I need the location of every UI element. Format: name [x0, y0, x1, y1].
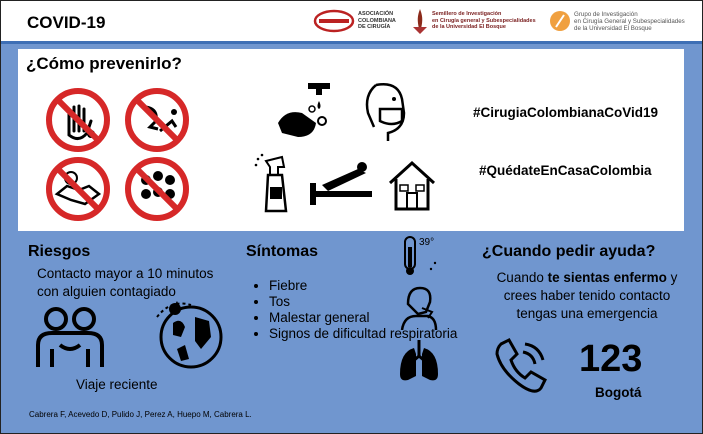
page-title: COVID-19 — [27, 13, 106, 32]
symptom-item: • Fiebre — [269, 278, 457, 294]
semillero-logo: Semillero de Investigación en Cirugía general y Subespecialidades de la Universidad El Bosque — [411, 6, 536, 36]
symptom-item: • Signos de dificultad respiratoria — [269, 326, 457, 342]
help-text: Cuando te sientas enfermo y crees haber tenido contacto tengas una emergencia — [496, 270, 678, 321]
prevention-title: ¿Cómo prevenirlo? — [26, 54, 182, 73]
coughing-person-icon — [398, 284, 438, 330]
phone-icon — [491, 336, 551, 398]
hand-washing-icon — [272, 79, 342, 143]
acc-emblem-icon — [313, 9, 355, 33]
semillero-emblem-icon — [411, 7, 429, 35]
risks-title: Riesgos — [28, 243, 91, 260]
help-title: ¿Cuando pedir ayuda? — [482, 243, 656, 260]
lungs-icon — [396, 338, 442, 384]
grupo-emblem-icon — [549, 10, 571, 32]
symptoms-title: Síntomas — [246, 243, 319, 260]
face-mask-icon — [358, 79, 414, 143]
emergency-city: Bogotá — [595, 385, 642, 400]
no-touch-nose-icon — [124, 87, 190, 153]
credits-text: Cabrera F, Acevedo D, Pulido J, Perez A, Huepo M, Cabrera L. — [29, 410, 252, 419]
symptom-item: • Tos — [269, 294, 457, 310]
thermometer-label: 39° — [419, 237, 435, 248]
rest-in-bed-icon — [308, 159, 380, 209]
disinfectant-spray-icon — [254, 153, 294, 217]
asociacion-logo: ASOCIACIÓN COLOMBIANA DE CIRUGÍA — [313, 6, 396, 36]
travel-globe-icon — [151, 297, 227, 371]
stay-home-icon — [386, 159, 438, 213]
no-crowds-icon — [124, 156, 190, 222]
no-handshake-icon — [45, 156, 111, 222]
grupo-logo: Grupo de Investigación en Cirugía General y Subespecialidades de la Universidad El Bosque — [549, 6, 685, 36]
prevention-panel — [18, 49, 684, 231]
risks-travel-text: Viaje reciente — [76, 377, 158, 392]
hashtag-cirugia: #CirugiaColombianaCoVid19 — [473, 105, 659, 120]
symptom-item: • Malestar general — [269, 310, 457, 326]
no-touch-face-icon — [45, 87, 111, 153]
header-bar — [1, 1, 702, 44]
people-contact-icon — [34, 305, 106, 371]
emergency-number: 123 — [579, 338, 643, 380]
hashtag-quedate: #QuédateEnCasaColombia — [479, 163, 652, 178]
risks-contact-text: Contacto mayor a 10 minutos con alguien contagiado — [37, 266, 214, 299]
